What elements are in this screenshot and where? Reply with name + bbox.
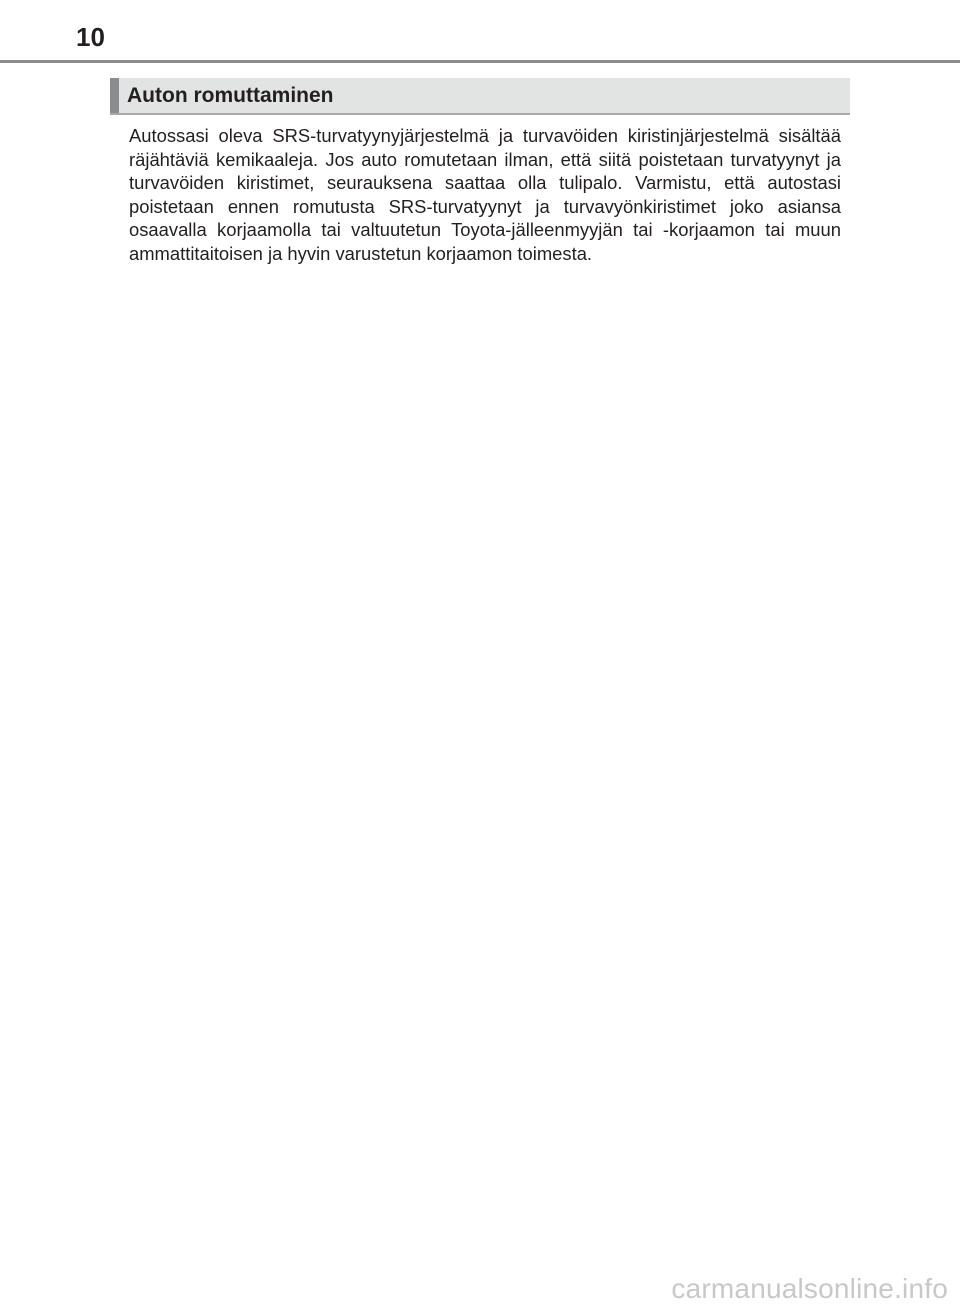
top-rule (0, 60, 960, 63)
section-header (110, 78, 850, 115)
watermark: carmanualsonline.info (671, 1273, 948, 1304)
section-title: Auton romuttaminen (127, 84, 334, 107)
page-number: 10 (76, 22, 105, 52)
section-header-bar (110, 78, 119, 115)
section-body-text: Autossasi oleva SRS-turvatyynyjärjestelmä ja turvavöiden kiristinjärjestelmä sisältää räjähtäviä kemikaaleja. Jos auto romutetaan ilman, että siitä poistetaan turvatyynyt ja turvavöiden kiristimet, seurauksena saattaa olla tulipalo. Varmistu, että autostasi poistetaan ennen romutusta SRS-turvatyynyt ja turvavyönkiristimet joko asiansa osaavalla korjaamolla tai valtuutetun Toyota-jälleenmyyjän tai -korjaamon tai muun ammattitaitoisen ja hyvin varustetun korjaamon toimesta. (129, 125, 841, 264)
section-header-underline (110, 113, 850, 115)
